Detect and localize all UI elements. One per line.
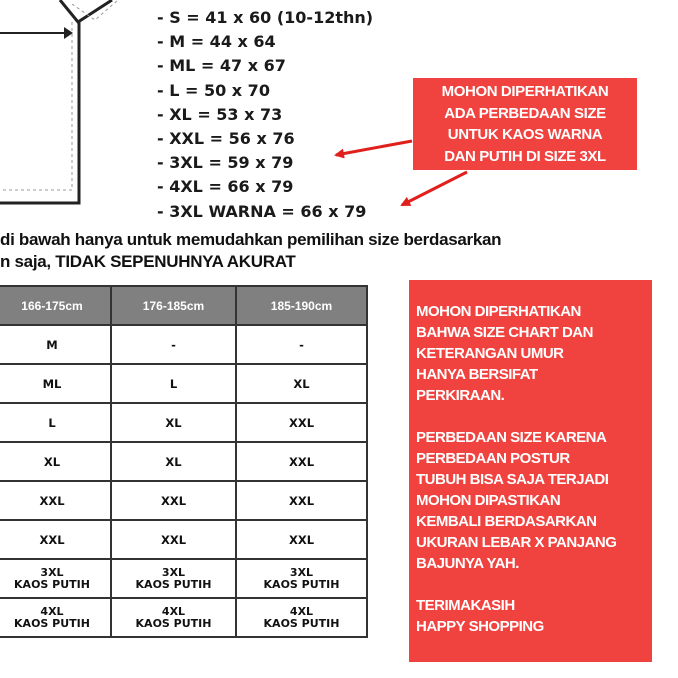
size-list-item: - S = 41 x 60 (10-12thn)	[157, 8, 374, 27]
cell-text: KAOS PUTIH	[135, 616, 212, 630]
table-row	[0, 364, 367, 403]
table-cell	[236, 325, 367, 364]
table-cell	[0, 559, 111, 598]
cell-text: XL	[165, 415, 182, 430]
table-cell	[0, 598, 111, 637]
notice-line: BAHWA SIZE CHART DAN	[416, 324, 593, 341]
cell-text: M	[46, 337, 58, 352]
table-cell	[0, 364, 111, 403]
table-cell	[111, 559, 236, 598]
table-cell	[236, 598, 367, 637]
size-measurement-list	[157, 6, 373, 224]
table-row	[0, 442, 367, 481]
cell-text: XXL	[160, 532, 187, 547]
notice-paragraph	[416, 301, 652, 406]
height-size-table	[0, 285, 368, 638]
table-cell	[236, 403, 367, 442]
cell-text: XL	[293, 376, 310, 391]
notice-line: KETERANGAN UMUR	[416, 345, 564, 362]
notice-line: DAN PUTIH DI SIZE 3XL	[444, 147, 606, 165]
size-chart-disclaimer-notice	[409, 280, 652, 662]
cell-text: XXL	[288, 454, 315, 469]
cell-text: 3XL	[40, 565, 64, 579]
disclaimer-line-2: n saja, TIDAK SEPENUHNYA AKURAT	[0, 252, 296, 271]
table-row	[0, 481, 367, 520]
size-list-item: - 3XL = 59 x 79	[157, 153, 294, 173]
notice-line: KEMBALI BERDASARKAN	[416, 513, 597, 530]
notice-line: TUBUH BISA SAJA TERJADI	[416, 471, 609, 488]
table-cell	[111, 442, 236, 481]
tshirt-outline	[0, 0, 150, 210]
notice-line: PERBEDAAN SIZE KARENA	[416, 429, 607, 446]
cell-text: KAOS PUTIH	[14, 616, 90, 630]
notice-line: MOHON DIPERHATIKAN	[441, 83, 609, 100]
cell-text: XXL	[160, 493, 187, 508]
notice-line: HAPPY SHOPPING	[416, 618, 544, 635]
cell-text: XL	[43, 454, 61, 469]
cell-text: XXL	[39, 532, 65, 547]
disclaimer-line-1: di bawah hanya untuk memudahkan pemilihan size berdasarkan	[0, 230, 502, 249]
cell-text: L	[169, 376, 178, 391]
table-row	[0, 403, 367, 442]
table-cell	[111, 364, 236, 403]
cell-text: XXL	[39, 493, 65, 508]
notice-line: PERBEDAAN POSTUR	[416, 450, 570, 467]
table-cell	[0, 481, 111, 520]
cell-text: 3XL	[161, 565, 186, 579]
cell-text: 3XL	[289, 565, 314, 579]
cell-text: XXL	[288, 532, 315, 547]
table-row	[0, 559, 367, 598]
notice-line: TERIMAKASIH	[416, 597, 515, 614]
notice-line: PERKIRAAN.	[416, 387, 505, 404]
size-disclaimer	[0, 229, 501, 273]
cell-text: L	[48, 415, 56, 430]
notice-line: ADA PERBEDAAN SIZE	[444, 104, 606, 122]
table-cell	[0, 403, 111, 442]
table-row	[0, 325, 367, 364]
cell-text: KAOS PUTIH	[14, 577, 90, 591]
column-header: 176-185cm	[111, 286, 236, 325]
arrow-to-3xl-warna	[402, 172, 467, 205]
table-cell	[236, 364, 367, 403]
size-list-item: - M = 44 x 64	[157, 32, 276, 52]
size-list-item: - 4XL = 66 x 79	[157, 177, 294, 197]
size-list-item: - XL = 53 x 73	[157, 104, 283, 124]
cell-text: 4XL	[289, 604, 314, 618]
table-cell	[0, 442, 111, 481]
notice-line: MOHON DIPASTIKAN	[416, 492, 561, 509]
cell-text: XXL	[288, 493, 315, 508]
cell-text: XXL	[288, 415, 315, 430]
size-list-item: - ML = 47 x 67	[157, 56, 286, 76]
column-header: 185-190cm	[236, 286, 367, 325]
size-list-item: - L = 50 x 70	[157, 80, 270, 100]
table-cell	[111, 481, 236, 520]
cell-text: 4XL	[40, 604, 64, 618]
table-cell	[111, 598, 236, 637]
table-row	[0, 598, 367, 637]
table-cell	[236, 559, 367, 598]
table-cell	[236, 481, 367, 520]
cell-text: XL	[165, 454, 182, 469]
table-cell	[236, 520, 367, 559]
table-cell	[0, 520, 111, 559]
notice-line: UNTUK KAOS WARNA	[447, 126, 603, 143]
cell-text: KAOS PUTIH	[263, 577, 340, 591]
size-list-item: - 3XL WARNA = 66 x 79	[157, 201, 367, 221]
notice-paragraph	[416, 595, 652, 637]
table-cell	[111, 520, 236, 559]
notice-line: BAJUNYA YAH.	[416, 555, 519, 572]
notice-line: HANYA BERSIFAT	[416, 366, 538, 383]
table-cell	[0, 325, 111, 364]
size-difference-notice	[413, 78, 637, 170]
table-header-row	[0, 286, 367, 325]
cell-text: -	[171, 337, 176, 352]
size-list-item: - XXL = 56 x 76	[157, 128, 295, 148]
cell-text: KAOS PUTIH	[263, 616, 340, 630]
cell-text: -	[299, 337, 304, 352]
table-cell	[236, 442, 367, 481]
notice-line: MOHON DIPERHATIKAN	[416, 303, 581, 320]
table-cell	[111, 325, 236, 364]
cell-text: 4XL	[161, 604, 186, 618]
notice-paragraph	[416, 427, 652, 574]
cell-text: ML	[42, 376, 62, 391]
column-header: 166-175cm	[0, 286, 111, 325]
cell-text: KAOS PUTIH	[135, 577, 212, 591]
table-cell	[111, 403, 236, 442]
notice-line: UKURAN LEBAR X PANJANG	[416, 534, 617, 551]
table-row	[0, 520, 367, 559]
